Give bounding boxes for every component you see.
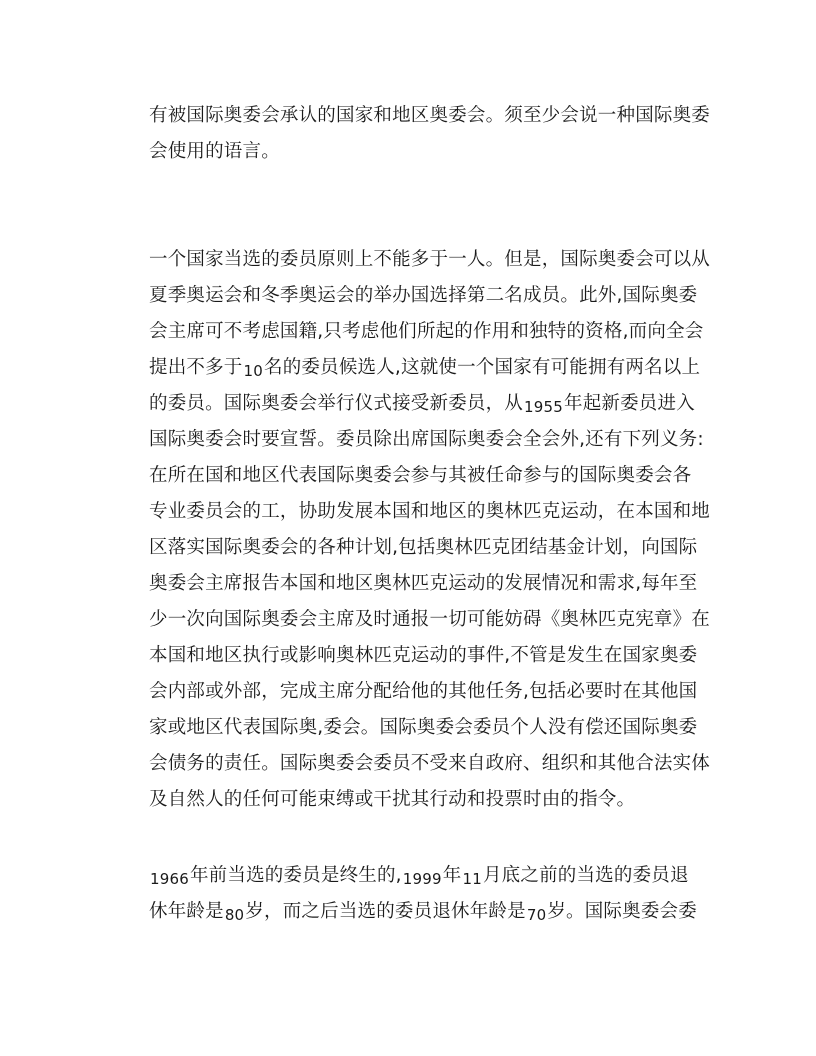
number: 80 — [224, 906, 245, 924]
text-segment: 岁，而之后当选的委员退休年龄是 — [245, 901, 526, 922]
text-line — [149, 864, 689, 888]
text-segment: 年 — [442, 865, 462, 886]
number: 1999 — [402, 870, 442, 888]
number: 1955 — [524, 398, 563, 416]
text-segment: 年起新委员进入 — [564, 393, 695, 414]
number: 1966 — [150, 870, 189, 888]
text-line: 专业委员会的工，协助发展本国和地区的奥林匹克运动，在本国和地 — [149, 501, 711, 522]
text-line: 会使用的语言。 — [149, 141, 280, 162]
text-line: 在所在国和地区代表国际奥委会参与其被任命参与的国际奥委会各 — [149, 465, 692, 486]
text-line: 奥委会主席报告本国和地区奥林匹克运动的发展情况和需求,每年至 — [149, 573, 698, 594]
number: 11 — [462, 870, 482, 888]
text-line: 一个国家当选的委员原则上不能多于一人。但是，国际奥委会可以从 — [149, 249, 711, 270]
text-line: 会主席可不考虑国籍,只考虑他们所起的作用和独特的资格,而向全会 — [149, 321, 704, 342]
text-segment: 提出不多于 — [149, 357, 243, 378]
text-line: 会债务的责任。国际奥委会委员不受来自政府、组织和其他合法实体 — [149, 753, 711, 774]
text-line: 会内部或外部，完成主席分配给他的其他任务,包括必要时在其他国 — [149, 681, 698, 702]
text-line: 区落实国际奥委会的各种计划,包括奥林匹克团结基金计划，向国际 — [149, 537, 698, 558]
text-line: 本国和地区执行或影响奥林匹克运动的事件,不管是发生在国家奥委 — [149, 645, 698, 666]
text-line: 少一次向国际奥委会主席及时通报一切可能妨碍《奥林匹克宪章》在 — [149, 609, 711, 630]
text-segment: 年前当选的委员是终生的, — [189, 865, 402, 886]
text-line: 有被国际奥委会承认的国家和地区奥委会。须至少会说一种国际奥委 — [149, 105, 711, 126]
number: 70 — [526, 906, 547, 924]
text-line — [149, 392, 695, 416]
text-segment: 岁。国际奥委会委 — [547, 901, 697, 922]
text-segment: 名的委员候选人,这就使一个国家有可能拥有两名以上 — [264, 357, 701, 378]
text-line: 及自然人的任何可能束缚或干扰其行动和投票时由的指令。 — [149, 789, 636, 810]
number: 10 — [243, 362, 264, 380]
text-line — [149, 900, 697, 924]
text-segment: 的委员。国际奥委会举行仪式接受新委员，从 — [149, 393, 524, 414]
text-line: 国际奥委会时要宣誓。委员除出席国际奥委会全会外,还有下列义务: — [149, 429, 704, 450]
text-line: 家或地区代表国际奥,委会。国际奥委会委员个人没有偿还国际奥委 — [149, 717, 698, 738]
text-line: 夏季奥运会和冬季奥运会的举办国选择第二名成员。此外,国际奥委 — [149, 285, 698, 306]
text-line — [149, 356, 700, 380]
text-segment: 休年龄是 — [149, 901, 224, 922]
text-segment: 月底之前的当选的委员退 — [482, 865, 689, 886]
